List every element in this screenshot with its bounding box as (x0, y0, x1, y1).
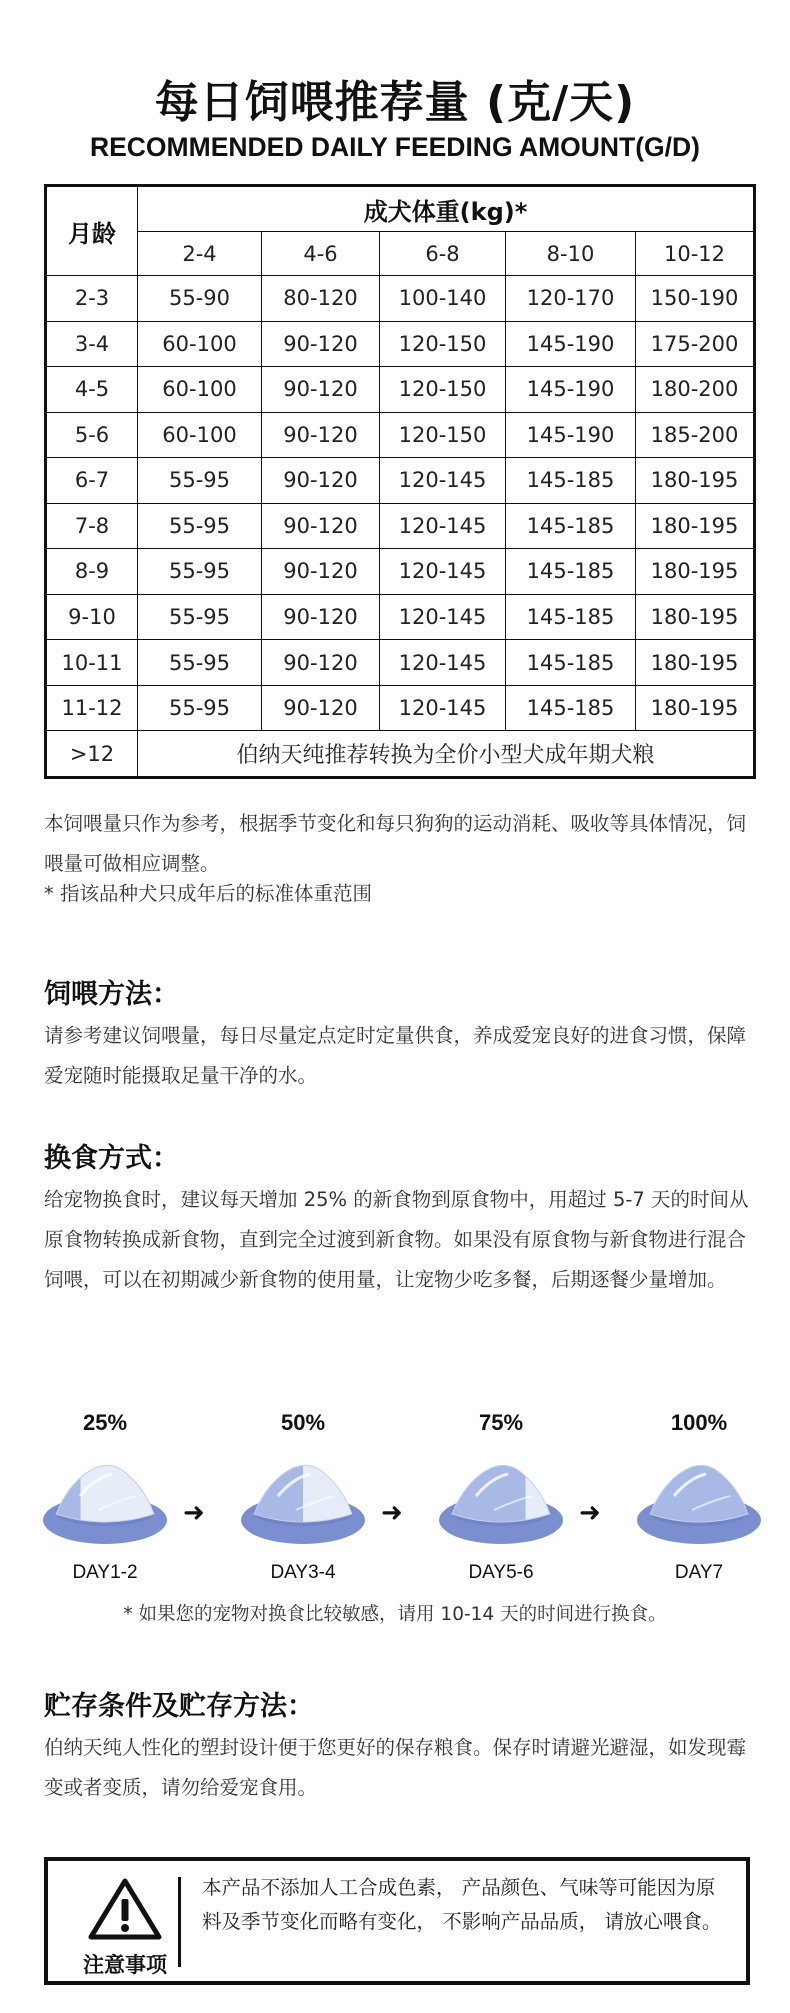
age-cell: 5-6 (46, 412, 138, 458)
amount-cell: 55-95 (138, 640, 262, 686)
table-row (46, 367, 755, 413)
arrow-right-icon: ➜ (579, 1498, 601, 1528)
feeding-heading: 饲喂方法： (44, 979, 179, 1010)
amount-cell: 120-145 (380, 458, 506, 504)
amount-cell: 180-195 (636, 549, 755, 595)
amount-cell: 60-100 (138, 321, 262, 367)
amount-cell: 180-195 (636, 685, 755, 731)
feeding-text: 请参考建议饲喂量，每日尽量定点定时定量供食，养成爱宠良好的进食习惯，保障爱宠随时能摄取足量干净的水。 (44, 1024, 747, 1087)
amount-cell: 90-120 (262, 367, 380, 413)
food-bowl-icon (40, 1450, 170, 1550)
asterisk-note: * 指该品种犬只成年后的标准体重范围 (44, 882, 372, 905)
amount-cell: 120-145 (380, 503, 506, 549)
table-row (46, 412, 755, 458)
amount-cell: 145-190 (506, 321, 636, 367)
warning-icon (87, 1877, 163, 1941)
amount-cell: 60-100 (138, 412, 262, 458)
notice-text: 本产品不添加人工合成色素， 产品颜色、气味等可能因为原料及季节变化而略有变化， 不影响产品品质， 请放心喂食。 (202, 1876, 722, 1933)
amount-cell: 55-95 (138, 685, 262, 731)
amount-cell: 145-190 (506, 367, 636, 413)
amount-cell: 150-190 (636, 276, 755, 322)
storage-heading: 贮存条件及贮存方法： (44, 1691, 314, 1722)
age-cell: 9-10 (46, 594, 138, 640)
weight-column-header: 8-10 (506, 232, 636, 276)
table-row (46, 503, 755, 549)
amount-cell: 100-140 (380, 276, 506, 322)
amount-cell: 60-100 (138, 367, 262, 413)
age-cell: 4-5 (46, 367, 138, 413)
weight-header: 成犬体重(kg)* (138, 186, 755, 232)
notice-divider (178, 1877, 181, 1967)
amount-cell: 145-185 (506, 549, 636, 595)
step-percent: 75% (478, 1410, 524, 1435)
transition-step (634, 1410, 764, 1590)
switching-text: 给宠物换食时，建议每天增加 25% 的新食物到原食物中，用超过 5-7 天的时间从原食物转换成新食物，直到完全过渡到新食物。如果没有原食物与新食物进行混合饲喂，可以在初期减少新食物的使用量，让宠物少吃多餐，后期逐餐少量增加。 (44, 1188, 749, 1291)
reference-note: 本饲喂量只作为参考，根据季节变化和每只狗狗的运动消耗、吸收等具体情况，饲喂量可做相应调整。 (44, 812, 747, 875)
amount-cell: 90-120 (262, 549, 380, 595)
amount-cell: 145-185 (506, 640, 636, 686)
weight-column-header: 6-8 (380, 232, 506, 276)
amount-cell: 180-195 (636, 594, 755, 640)
storage-text: 伯纳天纯人性化的塑封设计便于您更好的保存粮食。保存时请避光避湿，如发现霉变或者变质，请勿给爱宠食用。 (44, 1736, 747, 1799)
age-cell: 2-3 (46, 276, 138, 322)
amount-cell: 120-150 (380, 321, 506, 367)
amount-cell: 80-120 (262, 276, 380, 322)
age-cell: 6-7 (46, 458, 138, 504)
amount-cell: 180-195 (636, 458, 755, 504)
notice-box (44, 1857, 750, 1985)
amount-cell: 180-200 (636, 367, 755, 413)
amount-cell: 145-185 (506, 594, 636, 640)
amount-cell: 90-120 (262, 458, 380, 504)
table-row (46, 458, 755, 504)
transition-step (40, 1410, 170, 1590)
amount-cell: 180-195 (636, 503, 755, 549)
step-day: DAY3-4 (270, 1562, 336, 1583)
notice-label: 注意事项 (83, 1953, 167, 1977)
amount-cell: 55-95 (138, 594, 262, 640)
amount-cell: 145-185 (506, 503, 636, 549)
amount-cell: 90-120 (262, 685, 380, 731)
step-percent: 50% (280, 1410, 326, 1435)
amount-cell: 90-120 (262, 640, 380, 686)
amount-cell: 90-120 (262, 503, 380, 549)
weight-column-header: 2-4 (138, 232, 262, 276)
age-cell: 11-12 (46, 685, 138, 731)
age-header: 月龄 (46, 186, 138, 276)
amount-cell: 145-185 (506, 685, 636, 731)
arrow-right-icon: ➜ (381, 1498, 403, 1528)
step-day: DAY1-2 (72, 1562, 138, 1583)
table-row (46, 731, 755, 778)
amount-cell: 55-95 (138, 458, 262, 504)
table-row (46, 549, 755, 595)
amount-cell: 120-145 (380, 685, 506, 731)
amount-cell: 180-195 (636, 640, 755, 686)
weight-column-header: 10-12 (636, 232, 755, 276)
amount-cell: 55-95 (138, 503, 262, 549)
step-percent: 25% (82, 1410, 128, 1435)
age-cell: 7-8 (46, 503, 138, 549)
transition-step (436, 1410, 566, 1590)
amount-cell: 90-120 (262, 594, 380, 640)
adult-food-note: 伯纳天纯推荐转换为全价小型犬成年期犬粮 (138, 731, 755, 778)
amount-cell: 55-95 (138, 549, 262, 595)
amount-cell: 145-185 (506, 458, 636, 504)
age-cell: 3-4 (46, 321, 138, 367)
amount-cell: 120-170 (506, 276, 636, 322)
step-day: DAY5-6 (468, 1562, 534, 1583)
table-row (46, 640, 755, 686)
table-row (46, 594, 755, 640)
amount-cell: 120-150 (380, 367, 506, 413)
step-percent: 100% (670, 1410, 728, 1435)
step-day: DAY7 (674, 1562, 724, 1583)
amount-cell: 90-120 (262, 412, 380, 458)
page-subtitle: RECOMMENDED DAILY FEEDING AMOUNT(G/D) (89, 132, 700, 162)
table-row (46, 276, 755, 322)
food-bowl-icon (634, 1450, 764, 1550)
food-transition-steps (0, 1410, 790, 1590)
table-row (46, 685, 755, 731)
amount-cell: 145-190 (506, 412, 636, 458)
amount-cell: 175-200 (636, 321, 755, 367)
age-cell: 10-11 (46, 640, 138, 686)
feeding-table (44, 184, 756, 779)
table-row (46, 321, 755, 367)
switching-heading: 换食方式： (44, 1143, 179, 1174)
amount-cell: 120-150 (380, 412, 506, 458)
amount-cell: 55-90 (138, 276, 262, 322)
amount-cell: 90-120 (262, 321, 380, 367)
amount-cell: 185-200 (636, 412, 755, 458)
arrow-right-icon: ➜ (183, 1498, 205, 1528)
food-bowl-icon (238, 1450, 368, 1550)
age-cell: 8-9 (46, 549, 138, 595)
food-bowl-icon (436, 1450, 566, 1550)
age-cell: >12 (46, 731, 138, 778)
weight-column-header: 4-6 (262, 232, 380, 276)
sensitive-note: * 如果您的宠物对换食比较敏感，请用 10-14 天的时间进行换食。 (123, 1604, 667, 1625)
transition-step (238, 1410, 368, 1590)
amount-cell: 120-145 (380, 640, 506, 686)
amount-cell: 120-145 (380, 594, 506, 640)
notice-warning (66, 1877, 184, 1979)
page-title: 每日饲喂推荐量 (克/天) (154, 77, 636, 128)
amount-cell: 120-145 (380, 549, 506, 595)
